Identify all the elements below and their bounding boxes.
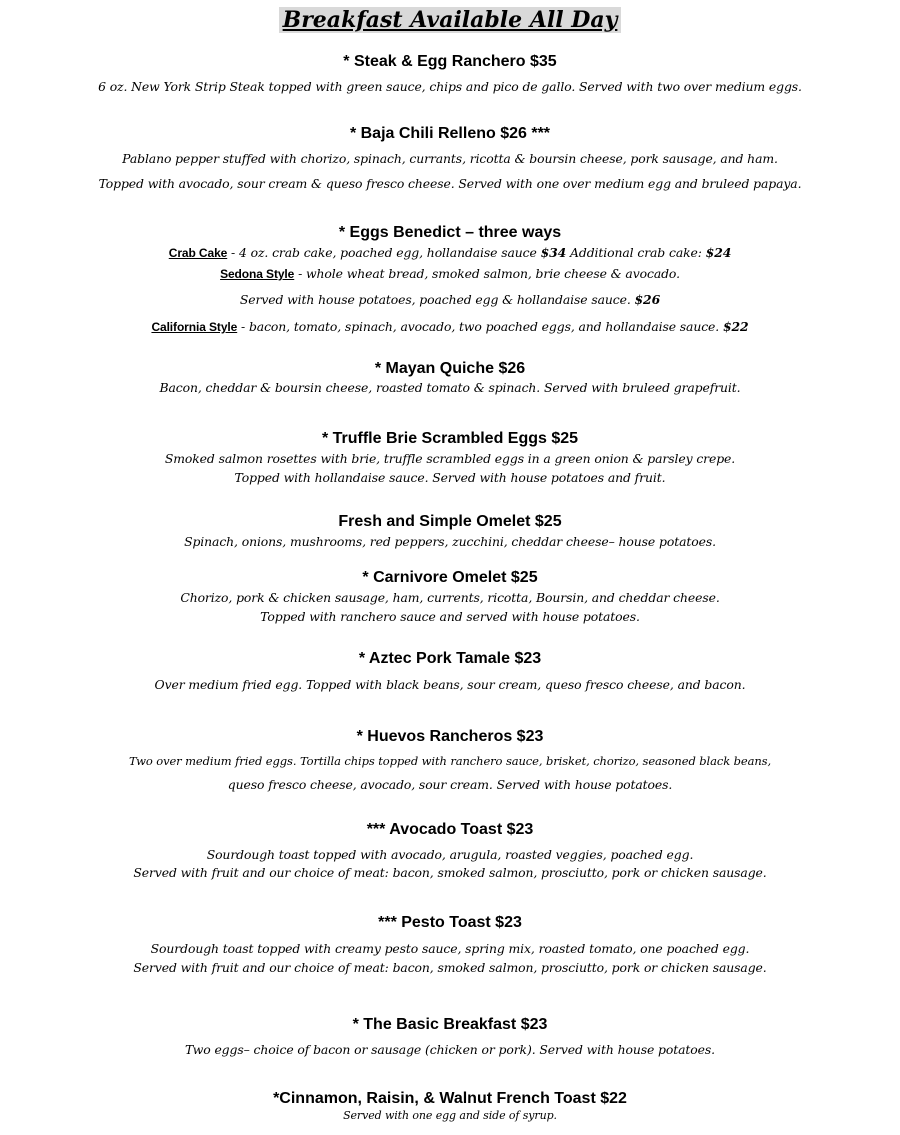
- item-description: Bacon, cheddar & boursin cheese, roasted tomato & spinach. Served with bruleed grapefruit.: [159, 380, 741, 395]
- item-heading: *** Avocado Toast $23: [366, 821, 534, 838]
- benedict-crab-cake: Crab Cake - 4 oz. crab cake, poached egg, hollandaise sauce $34 Additional crab cake: $24: [168, 245, 732, 260]
- item-description: Smoked salmon rosettes with brie, truffle scrambled eggs in a green onion & parsley crepe.: [164, 451, 736, 466]
- benedict-sedona-line2: Served with house potatoes, poached egg & hollandaise sauce. $26: [239, 292, 661, 307]
- item-description: Served with one egg and side of syrup.: [343, 1109, 557, 1122]
- item-description: Topped with ranchero sauce and served with house potatoes.: [260, 609, 640, 624]
- item-heading: Fresh and Simple Omelet $25: [338, 513, 562, 530]
- benedict-label: Sedona Style: [220, 267, 295, 281]
- item-heading: *** Pesto Toast $23: [378, 914, 522, 931]
- item-heading: * Truffle Brie Scrambled Eggs $25: [321, 430, 579, 447]
- item-description: Over medium fried egg. Topped with black beans, sour cream, queso fresco cheese, and bacon.: [154, 677, 746, 692]
- benedict-label: Crab Cake: [168, 246, 228, 260]
- item-description: Served with fruit and our choice of meat: bacon, smoked salmon, prosciutto, pork or chicken sausage.: [133, 865, 767, 880]
- item-heading: * Baja Chili Relleno $26 ***: [349, 125, 551, 142]
- item-description: Sourdough toast topped with avocado, arugula, roasted veggies, poached egg.: [206, 847, 694, 862]
- item-description: Chorizo, pork & chicken sausage, ham, currents, ricotta, Boursin, and cheddar cheese.: [180, 590, 720, 605]
- item-heading: * Eggs Benedict – three ways: [338, 224, 562, 241]
- benedict-california-style: California Style - bacon, tomato, spinach, avocado, two poached eggs, and hollandaise sauce. $22: [151, 319, 749, 334]
- item-heading: * Mayan Quiche $26: [374, 360, 526, 377]
- menu-title: Breakfast Available All Day: [0, 6, 900, 34]
- benedict-label: California Style: [151, 320, 238, 334]
- item-heading: * The Basic Breakfast $23: [352, 1016, 548, 1033]
- item-description: 6 oz. New York Strip Steak topped with green sauce, chips and pico de gallo. Served with two over medium eggs.: [98, 79, 802, 94]
- item-description: Topped with hollandaise sauce. Served with house potatoes and fruit.: [234, 470, 666, 485]
- item-heading: * Huevos Rancheros $23: [356, 728, 544, 745]
- item-description: Served with fruit and our choice of meat: bacon, smoked salmon, prosciutto, pork or chicken sausage.: [133, 960, 767, 975]
- item-description: Two over medium fried eggs. Tortilla chips topped with ranchero sauce, brisket, chorizo, seasoned black beans,: [128, 754, 772, 768]
- item-heading: *Cinnamon, Raisin, & Walnut French Toast $22: [273, 1090, 627, 1107]
- benedict-sedona-style: Sedona Style - whole wheat bread, smoked salmon, brie cheese & avocado.: [220, 266, 680, 281]
- item-heading: * Steak & Egg Ranchero $35: [343, 53, 557, 70]
- item-heading: * Carnivore Omelet $25: [362, 569, 538, 586]
- item-description: Spinach, onions, mushrooms, red peppers, zucchini, cheddar cheese– house potatoes.: [184, 534, 716, 549]
- item-description: queso fresco cheese, avocado, sour cream. Served with house potatoes.: [227, 777, 673, 792]
- item-description: Two eggs– choice of bacon or sausage (chicken or pork). Served with house potatoes.: [185, 1042, 715, 1057]
- item-description: Sourdough toast topped with creamy pesto sauce, spring mix, roasted tomato, one poached egg.: [150, 941, 750, 956]
- item-description: Pablano pepper stuffed with chorizo, spinach, currants, ricotta & boursin cheese, pork sausage, and ham.: [122, 151, 778, 166]
- item-description: Topped with avocado, sour cream & queso fresco cheese. Served with one over medium egg and bruleed papaya.: [98, 176, 802, 191]
- item-heading: * Aztec Pork Tamale $23: [358, 650, 542, 667]
